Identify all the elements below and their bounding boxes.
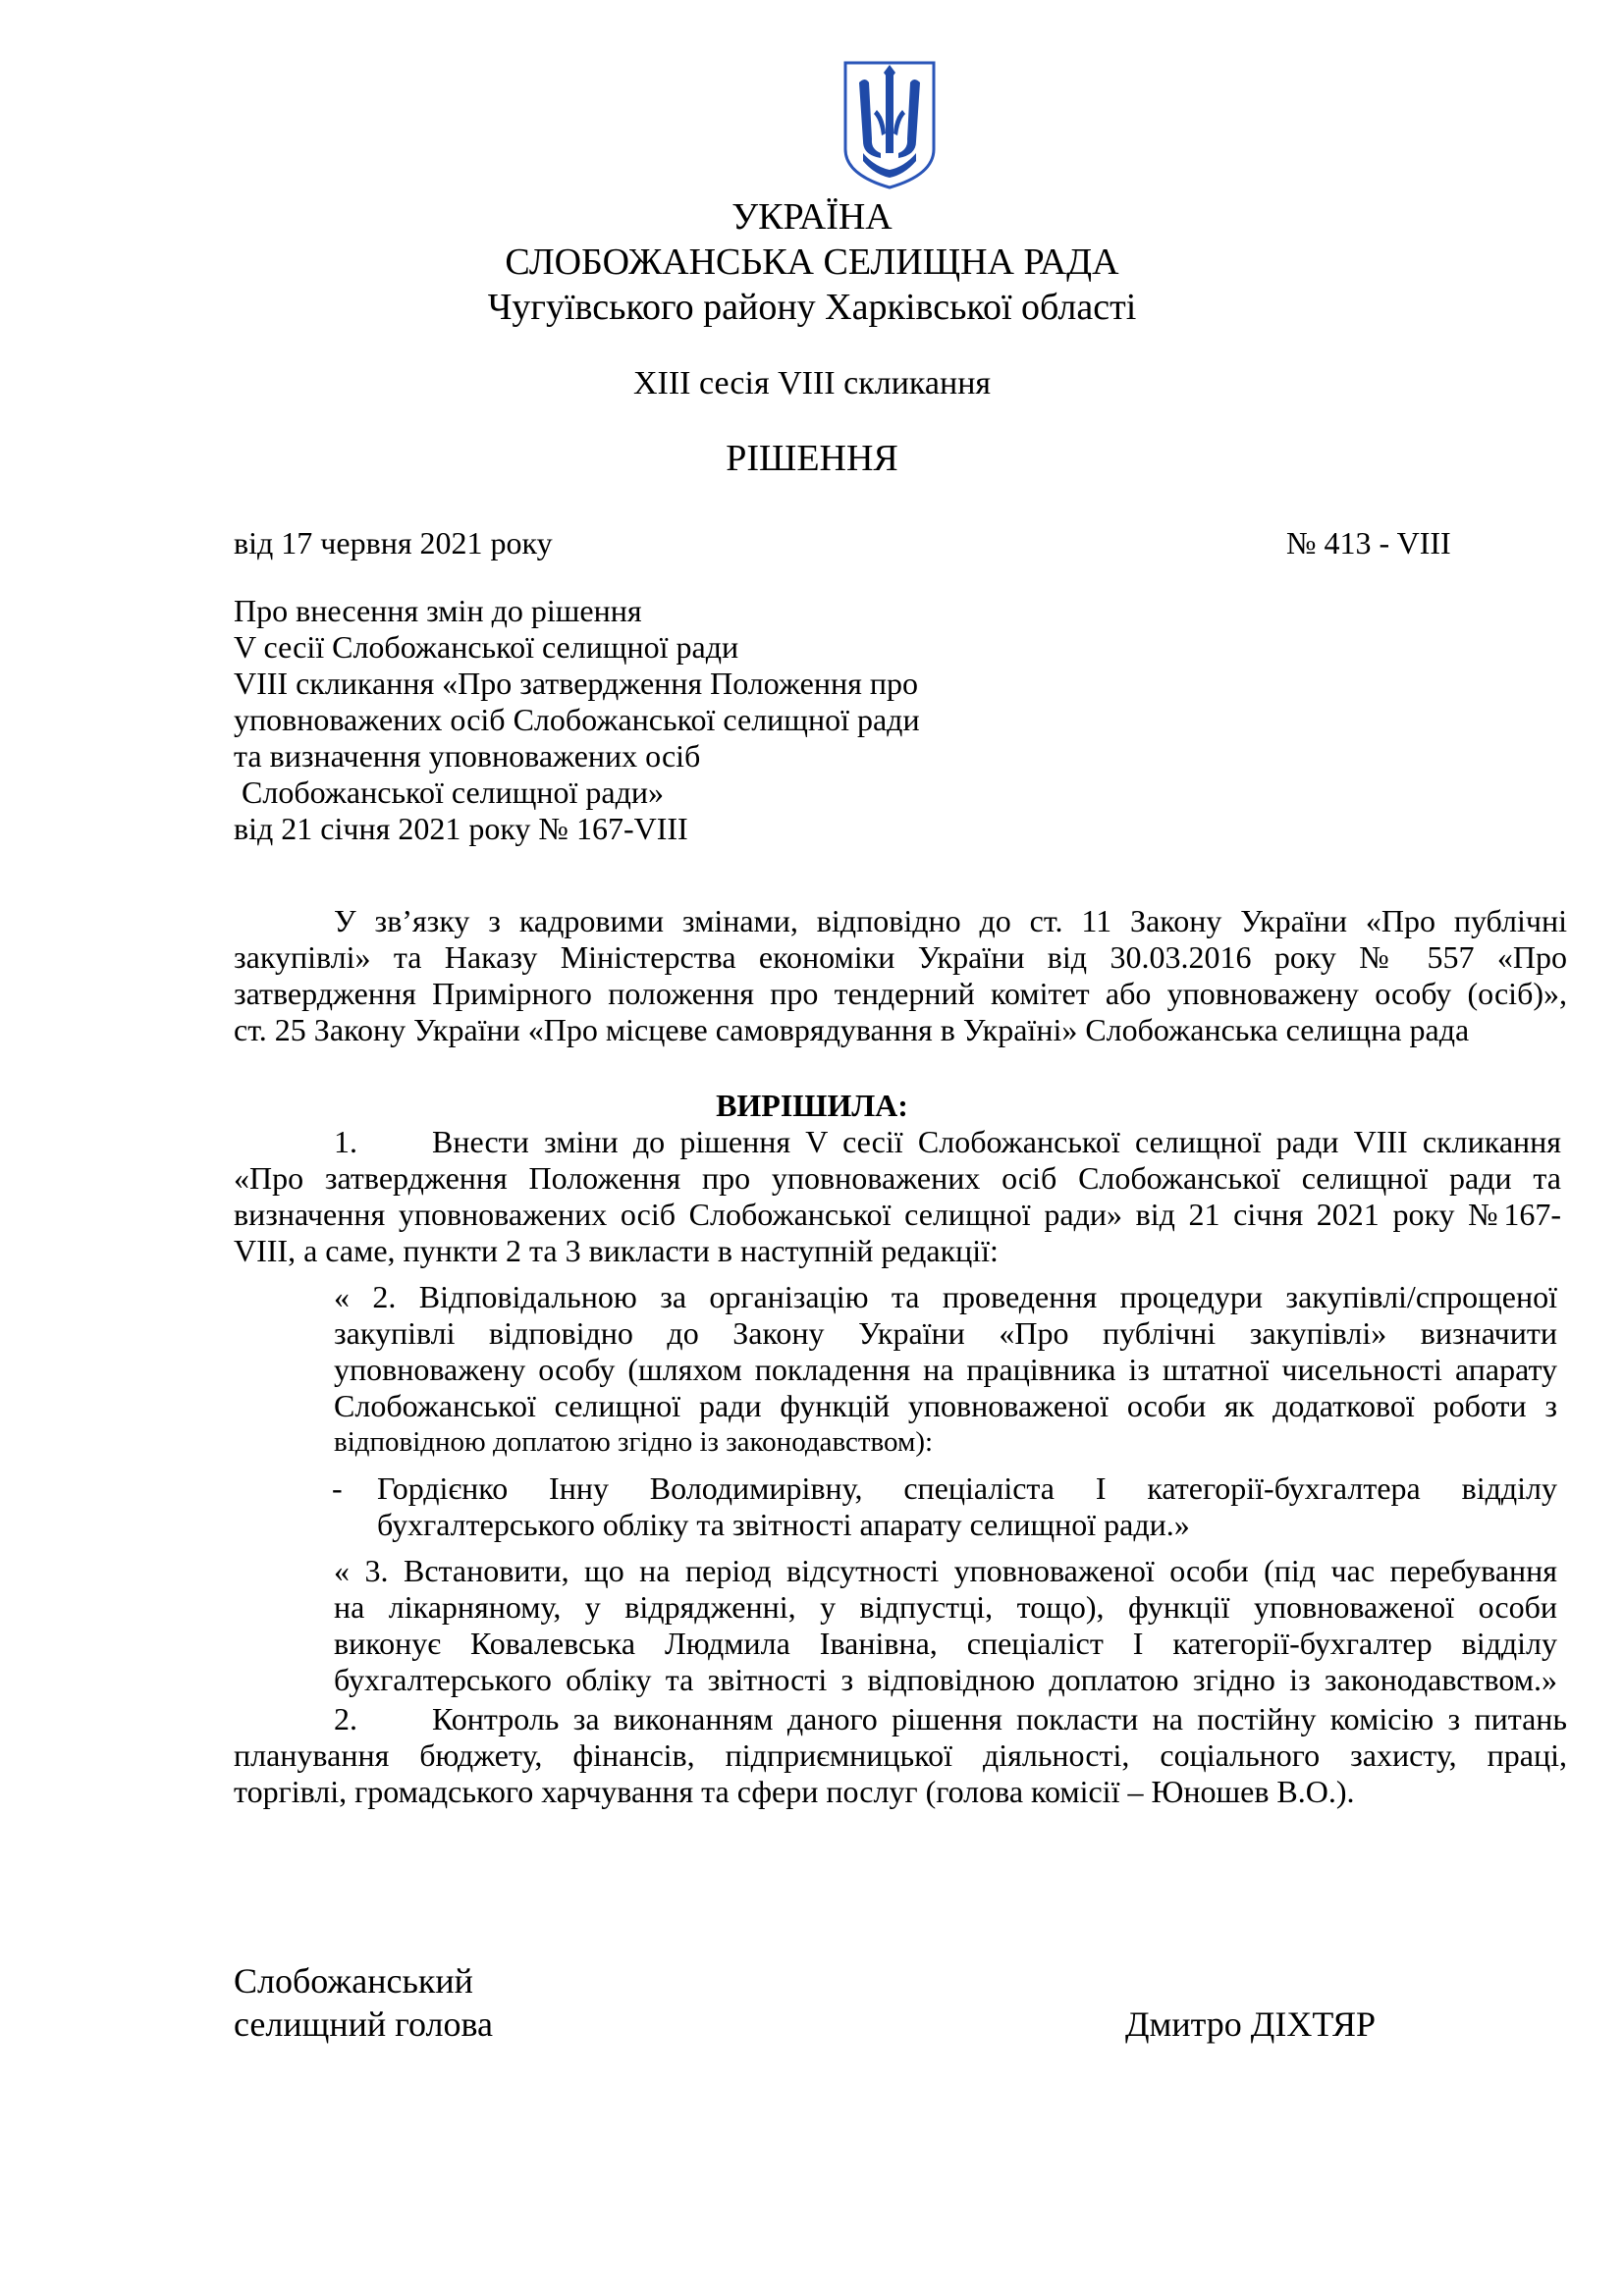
decision-subject xyxy=(234,593,920,847)
item-1-line: Внести зміни до рішення V сесії Слобожанської селищної ради VIII скликання xyxy=(432,1124,1561,1159)
subject-line: Про внесення змін до рішення xyxy=(234,593,642,628)
quote-3-line: бухгалтерського обліку та звітності з відповідною доплатою згідно із законодавством.» xyxy=(334,1662,1557,1697)
header-council: СЛОБОЖАНСЬКА СЕЛИЩНА РАДА xyxy=(505,241,1119,283)
preamble-line: закупівлі» та Наказу Міністерства економіки України від 30.03.2016 року № 557 «Про xyxy=(234,939,1567,975)
header-district: Чугуївського району Харківської області xyxy=(487,287,1137,328)
item-1-line: VIII, а саме, пункти 2 та 3 викласти в наступній редакції: xyxy=(234,1233,999,1268)
subject-line: уповноважених осіб Слобожанської селищної ради xyxy=(234,702,920,737)
subject-line: та визначення уповноважених осіб xyxy=(234,738,701,774)
item-1-line: «Про затвердження Положення про уповноважених осіб Слобожанської селищної ради та xyxy=(234,1160,1561,1196)
header-doc-type: РІШЕННЯ xyxy=(726,438,898,479)
signature-title-line1: Слобожанський xyxy=(234,1961,473,2001)
quote-3-line: « 3. Встановити, що на період відсутності уповноваженої особи (під час перебування xyxy=(334,1553,1557,1588)
quote-2-line: відповідною доплатою згідно із законодавством): xyxy=(334,1426,934,1458)
item-2-line: планування бюджету, фінансів, підприємницької діяльності, соціального захисту, праці, xyxy=(234,1737,1567,1773)
item-1-number: 1. xyxy=(334,1124,357,1159)
preamble-line: затвердження Примірного положення про тендерний комітет або уповноважену особу (осіб)», xyxy=(234,976,1567,1011)
bullet-line: бухгалтерського обліку та звітності апарату селищної ради.» xyxy=(377,1507,1190,1542)
quote-2-line: закупівлі відповідно до Закону України «Про публічні закупівлі» визначити xyxy=(334,1315,1557,1351)
resolved-heading: ВИРІШИЛА: xyxy=(716,1088,908,1123)
quote-3-line: виконує Ковалевська Людмила Іванівна, спеціаліст І категорії-бухгалтер відділу xyxy=(334,1626,1557,1661)
item-1-line: визначення уповноважених осіб Слобожанської селищної ради» від 21 січня 2021 року №167- xyxy=(234,1197,1561,1232)
bullet-line: Гордієнко Інну Володимирівну, спеціаліста І категорії-бухгалтера відділу xyxy=(377,1470,1557,1506)
item-2-line: торгівлі, громадського харчування та сфери послуг (голова комісії – Юношев В.О.). xyxy=(234,1774,1355,1809)
preamble-line: У зв’язку з кадровими змінами, відповідно до ст. 11 Закону України «Про публічні xyxy=(334,903,1567,938)
signature-title-line2: селищний голова xyxy=(234,2004,494,2044)
subject-line: Слобожанської селищної ради» xyxy=(234,774,664,810)
header-session: XIII сесія VIII скликання xyxy=(632,365,992,401)
decision-number: № 413 - VIII xyxy=(1286,525,1451,561)
item-2-line: Контроль за виконанням даного рішення покласти на постійну комісію з питань xyxy=(432,1701,1567,1736)
subject-line: VIII скликання «Про затвердження Положення про xyxy=(234,666,918,701)
subject-line: від 21 січня 2021 року № 167-VIII xyxy=(234,811,688,846)
quote-2-line: Слобожанської селищної ради функцій уповноваженої особи як додаткової роботи з xyxy=(334,1388,1557,1423)
quote-2-line: уповноважену особу (шляхом покладення на працівника із штатної чисельності апарату xyxy=(334,1352,1557,1387)
signatory-name: Дмитро ДІХТЯР xyxy=(1125,2004,1376,2044)
header-country: УКРАЇНА xyxy=(731,196,893,238)
preamble-line: ст. 25 Закону України «Про місцеве самоврядування в Україні» Слобожанська селищна рада xyxy=(234,1012,1470,1047)
coat-of-arms-icon xyxy=(841,59,938,191)
decision-date: від 17 червня 2021 року xyxy=(234,525,553,561)
item-2-number: 2. xyxy=(334,1701,357,1736)
subject-line: V сесії Слобожанської селищної ради xyxy=(234,629,739,665)
quote-3-line: на лікарняному, у відрядженні, у відпустці, тощо), функції уповноваженої особи xyxy=(334,1589,1557,1625)
bullet-dash: - xyxy=(332,1470,343,1506)
quote-2-line: « 2. Відповідальною за організацію та проведення процедури закупівлі/спрощеної xyxy=(334,1279,1557,1314)
